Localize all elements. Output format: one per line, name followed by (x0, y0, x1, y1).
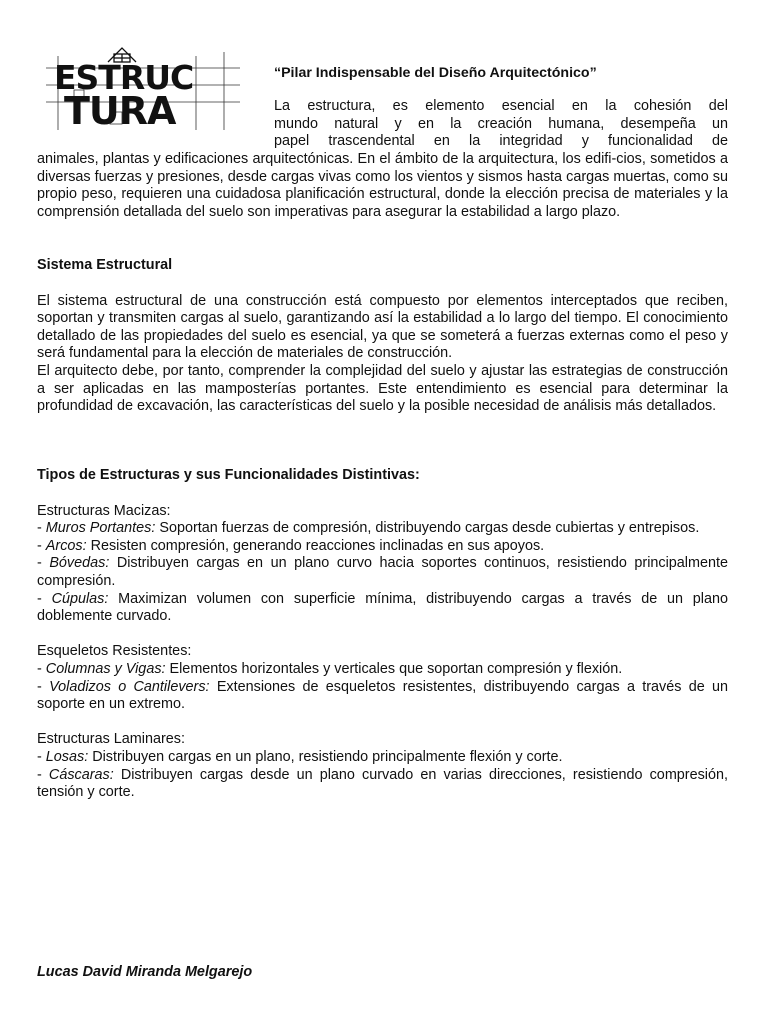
item-desc: Distribuyen cargas en un plano curvo hacia soportes continuos, resistiendo principalmente compresión. (37, 555, 728, 589)
list-item: - Cáscaras: Distribuyen cargas desde un plano curvado en varias direcciones, resistiendo compresión, tensión y corte. (37, 766, 728, 801)
item-desc: Resisten compresión, generando reacciones inclinadas en sus apoyos. (86, 537, 545, 554)
intro-column (274, 64, 728, 151)
page-title-quote: “Pilar Indispensable del Diseño Arquitectónico” (274, 65, 597, 81)
intro-line: mundo natural y en la creación humana, desempeña un (274, 115, 728, 132)
group-title: Esqueletos Resistentes: (37, 643, 192, 660)
item-term: Voladizos o Cantilevers: (49, 678, 210, 695)
item-desc: Distribuyen cargas desde un plano curvado en varias direcciones, resistiendo compresión, tensión y corte. (37, 766, 728, 801)
item-term: Muros Portantes: (45, 520, 156, 537)
item-term: Cáscaras: (48, 766, 114, 783)
item-desc: Extensiones de esqueletos resistentes, distribuyendo cargas a través de un soporte en un extremo. (37, 678, 729, 713)
section-heading: Sistema Estructural (37, 257, 173, 273)
list-item: - Bóvedas: Distribuyen cargas en un plano curvo hacia soportes continuos, resistiendo principalmente compresión. (37, 555, 728, 589)
item-term: Arcos: (45, 537, 87, 554)
list-item: - Columnas y Vigas: Elementos horizontales y verticales que soportan compresión y flexión. (37, 660, 623, 677)
intro-line: papel trascendental en la integridad y funcionalidad de (274, 133, 728, 150)
list-item: - Losas: Distribuyen cargas en un plano, resistiendo principalmente flexión y corte. (37, 748, 563, 765)
item-term: Cúpulas: (51, 590, 109, 607)
sistema-paragraph-1: El sistema estructural de una construcción está compuesto por elementos interceptados que reciben, soportan y transmiten cargas al suelo, garantizando así la estabilidad a lo largo del tiempo. El conocimiento detallado de las propiedades del suelo es esencial, ya que se someterá a fuerzas externas como el peso y será fundamental para la elección de materiales de construcción. (37, 292, 728, 362)
item-term: Columnas y Vigas: (45, 660, 166, 677)
group-title: Estructuras Laminares: (37, 731, 185, 748)
item-term: Losas: (45, 748, 89, 765)
author-name: Lucas David Miranda Melgarejo (37, 964, 253, 980)
group-title: Estructuras Macizas: (37, 502, 171, 519)
sistema-paragraph-2: El arquitecto debe, por tanto, comprender la complejidad del suelo y ajustar las estrategias de construcción a ser aplicadas en las mamposterías portantes. Este entendimiento es esencial para determinar la profundidad de excavación, las características del suelo y la posible necesidad de análisis más detallados. (37, 362, 728, 415)
item-desc: Distribuyen cargas en un plano, resistiendo principalmente flexión y corte. (88, 748, 563, 765)
sistema-section (37, 257, 728, 416)
list-item: - Muros Portantes: Soportan fuerzas de compresión, distribuyendo cargas desde cubiertas y entrepisos. (37, 520, 700, 537)
item-desc: Soportan fuerzas de compresión, distribuyendo cargas desde cubiertas y entrepisos. (155, 520, 700, 537)
list-item: - Cúpulas: Maximizan volumen con superficie mínima, distribuyendo cargas a través de un plano doblemente curvado. (37, 590, 728, 625)
intro-paragraph: animales, plantas y edificaciones arquitectónicas. En el ámbito de la arquitectura, los edifi-cios, sometidos a diversas fuerzas y presiones, desde cargas vivas como los vientos y sismos hasta cargas muertas, como su propio peso, requieren una cuidadosa planificación estructural, donde la elección precisa de materiales y la comprensión detallada del suelo son imperativas para asegurar la estabilidad a largo plazo. (37, 151, 728, 220)
section-heading: Tipos de Estructuras y sus Funcionalidades Distintivas: (37, 467, 420, 483)
item-desc: Maximizan volumen con superficie mínima, distribuyendo cargas a través de un plano doblemente curvado. (37, 590, 728, 625)
item-desc: Elementos horizontales y verticales que soportan compresión y flexión. (165, 660, 623, 677)
estructura-logo (46, 42, 240, 132)
item-term: Bóvedas: (49, 555, 110, 572)
logo-text-line2: TURA (64, 89, 176, 133)
tipos-section (37, 467, 728, 802)
logo-text-line1: ESTRUC (54, 58, 194, 97)
list-item: - Voladizos o Cantilevers: Extensiones de esqueletos resistentes, distribuyendo cargas a través de un soporte en un extremo. (37, 678, 729, 713)
intro-line: La estructura, es elemento esencial en la cohesión del (274, 98, 728, 114)
list-item: - Arcos: Resisten compresión, generando reacciones inclinadas en sus apoyos. (37, 537, 545, 554)
